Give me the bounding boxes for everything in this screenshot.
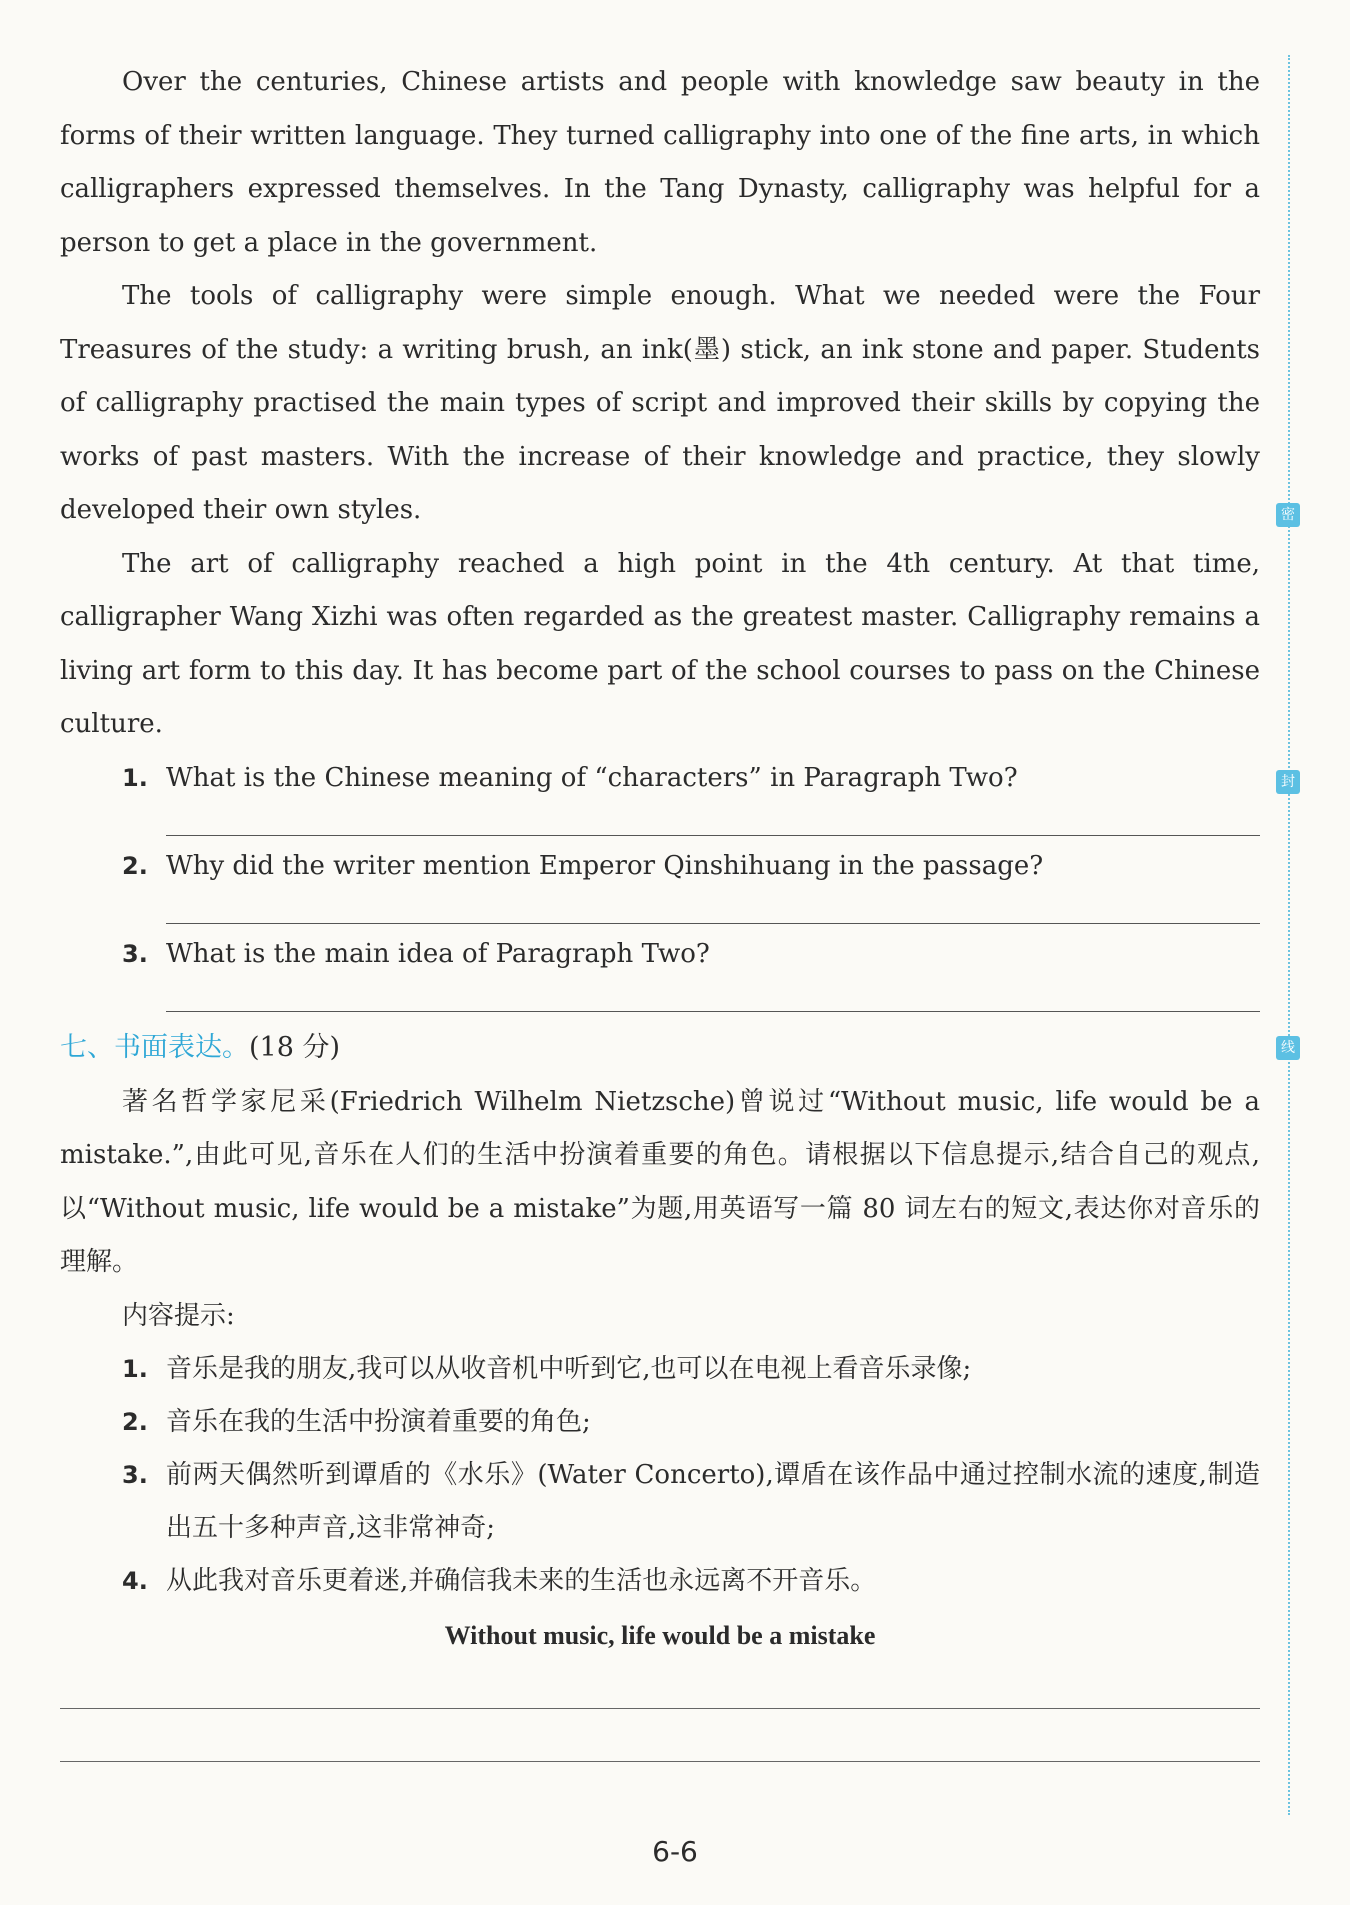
section-score: (18 分): [249, 1031, 341, 1063]
passage-paragraph-2: The tools of calligraphy were simple enough. What we needed were the Four Treasures of the study: a writing brush, an ink(墨) stick, an ink stone and paper. Students of calligraphy practised the main types of script and improved their skills by copying the works of past masters. With the increase of their knowledge and practice, they slowly developed their own styles.: [60, 281, 1260, 525]
binding-mark-feng: 封: [1276, 770, 1300, 794]
tip-text: 前两天偶然听到谭盾的《水乐》(Water Concerto),谭盾在该作品中通过控制水流的速度,制造出五十多种声音,这非常神奇;: [166, 1460, 1260, 1543]
tip-2: [60, 1396, 1260, 1449]
tip-3: [60, 1449, 1260, 1555]
question-number: 3.: [122, 939, 148, 968]
tip-text: 音乐在我的生活中扮演着重要的角色;: [166, 1407, 591, 1437]
question-text: What is the Chinese meaning of “characters” in Paragraph Two?: [166, 762, 1018, 793]
question-3: [60, 928, 1260, 1012]
tips-label: 内容提示:: [122, 1300, 235, 1331]
tip-number: 4.: [122, 1567, 148, 1595]
binding-margin-dotted-line: [1288, 55, 1290, 1815]
passage-paragraph-3: The art of calligraphy reached a high point in the 4th century. At that time, calligrapher Wang Xizhi was often regarded as the greatest master. Calligraphy remains a living art form to this day. It has become part of the school courses to pass on the Chinese culture.: [60, 548, 1260, 739]
writing-prompt: 著名哲学家尼采(Friedrich Wilhelm Nietzsche)曾说过“Without music, life would be a mistake.”,由此可见,音乐在人们的生活中扮演着重要的角色。请根据以下信息提示,结合自己的观点,以“Without music, life would be a mistake”为题,用英语写一篇 80 词左右的短文,表达你对音乐的理解。: [60, 1086, 1260, 1277]
passage-paragraph-1: Over the centuries, Chinese artists and people with knowledge saw beauty in the forms of their written language. They turned calligraphy into one of the fine arts, in which calligraphers expressed themselves. In the Tang Dynasty, calligraphy was helpful for a person to get a place in the government.: [60, 67, 1260, 258]
section-heading: [60, 1020, 1260, 1076]
tip-text: 从此我对音乐更着迷,并确信我未来的生活也永远离不开音乐。: [166, 1566, 877, 1596]
main-content: [60, 56, 1260, 1762]
tip-number: 1.: [122, 1355, 148, 1383]
tip-1: [60, 1343, 1260, 1396]
essay-title: Without music, life would be a mistake: [444, 1621, 876, 1650]
question-1: [60, 752, 1260, 836]
question-text: What is the main idea of Paragraph Two?: [166, 938, 710, 969]
binding-mark-mi: 密: [1276, 503, 1300, 527]
question-number: 1.: [122, 763, 148, 792]
binding-mark-xian: 线: [1276, 1036, 1300, 1060]
tip-4: [60, 1555, 1260, 1608]
question-2: [60, 840, 1260, 924]
question-text: Why did the writer mention Emperor Qinshihuang in the passage?: [166, 850, 1044, 881]
writing-line-2[interactable]: [60, 1761, 1260, 1762]
page-number: 6-6: [652, 1835, 698, 1868]
tip-text: 音乐是我的朋友,我可以从收音机中听到它,也可以在电视上看音乐录像;: [166, 1354, 972, 1384]
tip-number: 2.: [122, 1408, 148, 1436]
tip-number: 3.: [122, 1461, 148, 1489]
section-label: 七、书面表达。: [60, 1031, 249, 1063]
question-number: 2.: [122, 851, 148, 880]
